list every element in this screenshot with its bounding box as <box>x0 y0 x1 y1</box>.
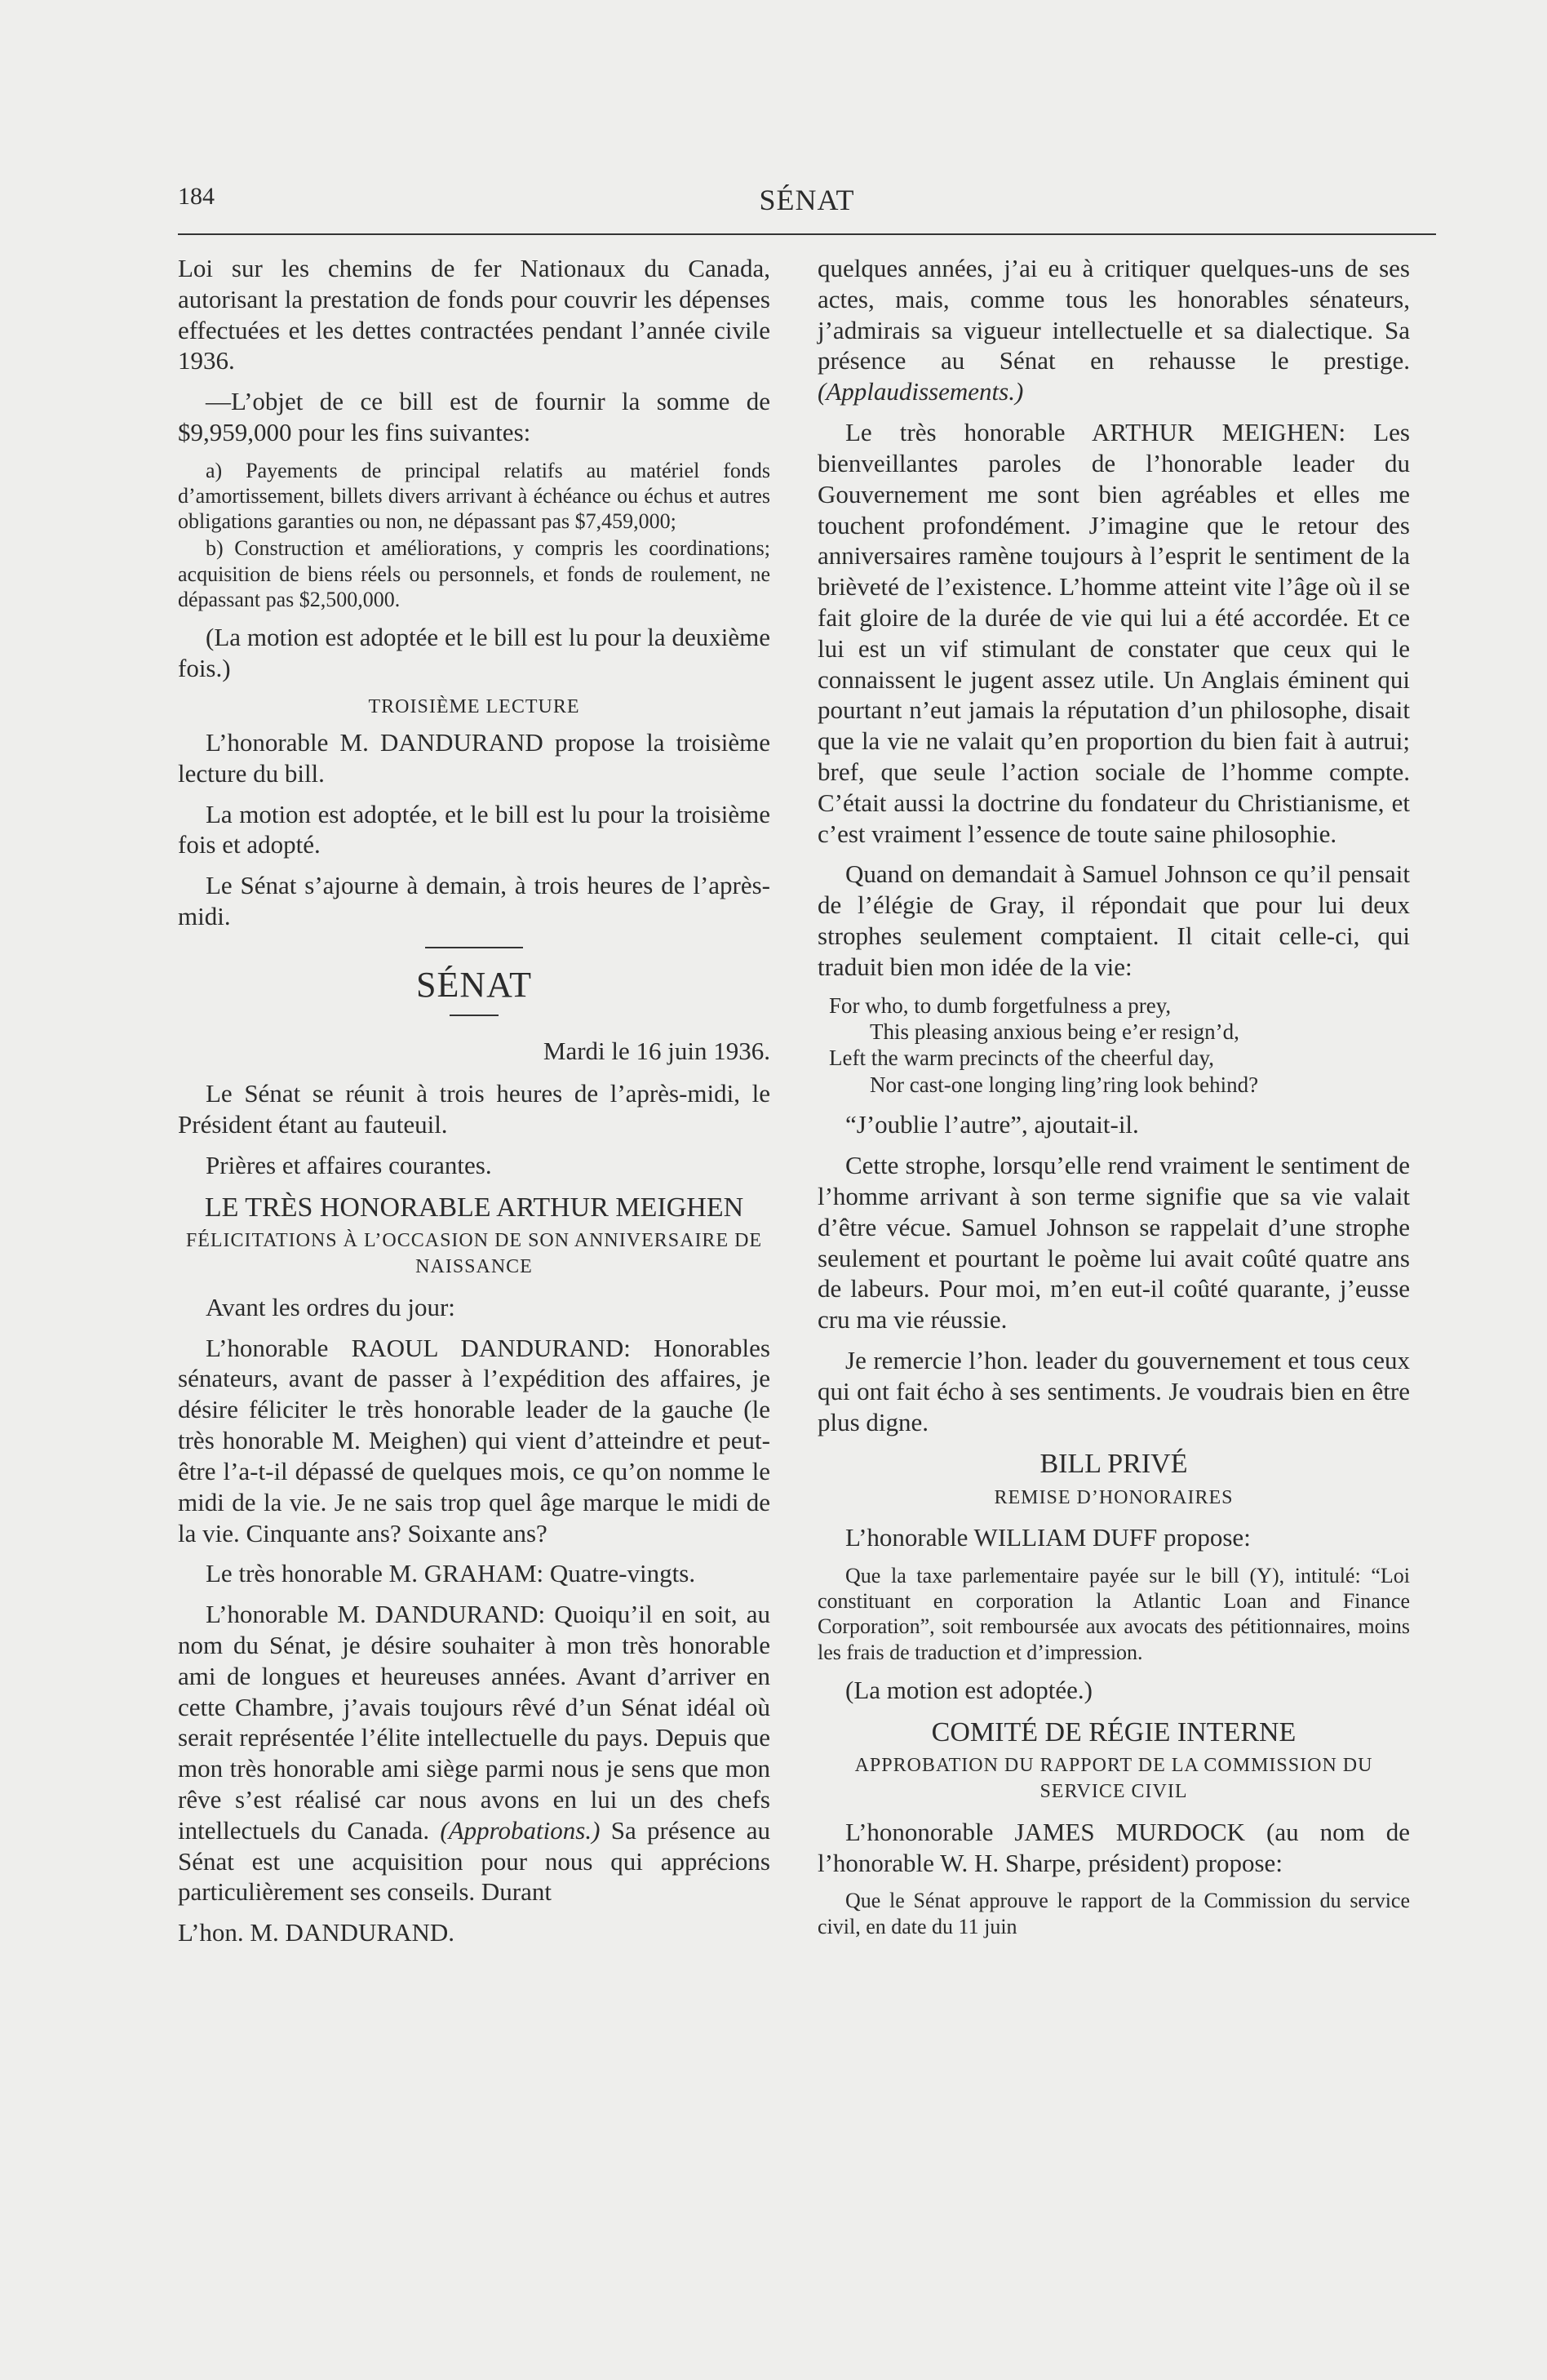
paragraph: Le très honorable ARTHUR MEIGHEN: Les bienveillantes paroles de l’honorable leader du Gouvernement me sont bien agréables et elles me touchent profondément. J’imagine que le retour des anniversaires ramène toujours à l’esprit le sentiment de la brièveté de l’existence. L’homme atteint vite l’âge où il se fait gloire de la durée de vie qui lui a été accordée. Et ce lui est un vif stimulant de constater que ceux qui le connaissent le jugent assez utile. Un Anglais éminent qui pourtant n’eut jamais la réputation d’un philosophe, disait que la vie ne valait qu’en proportion du bien fait à autrui; bref, que seule l’action sociale de l’homme compte. C’était aussi la doctrine du fondateur du Christianisme, et c’est vraiment l’essence de toute saine philosophie. <box>818 418 1410 848</box>
subheading-approbation: APPROBATION DU RAPPORT DE LA COMMISSION DU SERVICE CIVIL <box>854 1754 1373 1803</box>
paragraph: Prières et affaires courantes. <box>206 1150 492 1179</box>
paragraph: Cette strophe, lorsqu’elle rend vraiment le sentiment de l’homme arrivant à son terme signifie que sa vie valait d’être vécue. Samuel Johnson se rappelait d’une strophe seulement et pourtant le poème lui avait coûté quatre ans de labeurs. Pour moi, m’en eut-il coûté quarante, j’eusse cru ma vie réussie. <box>818 1151 1410 1334</box>
paragraph: Loi sur les chemins de fer Nationaux du Canada, autorisant la prestation de fonds pour couvrir les dépenses effectuées et les dettes contractées pendant l’année civile 1936. <box>178 254 770 375</box>
section-heading-comite: COMITÉ DE RÉGIE INTERNE <box>931 1716 1297 1747</box>
bill-clause-b: b) Construction et améliorations, y compris les coordinations; acquisition de biens réels ou personnels, et fonds de roulement, ne dépassant pas $2,500,000. <box>178 536 770 611</box>
subheading-felicitations: FÉLICITATIONS À L’OCCASION DE SON ANNIVERSAIRE DE NAISSANCE <box>185 1230 763 1278</box>
poem-line: Left the warm precincts of the cheerful day, <box>829 1046 1215 1071</box>
poem-line: Nor cast-one longing ling’ring look behind? <box>870 1072 1259 1097</box>
page-header <box>178 176 1436 235</box>
right-column <box>818 253 1410 1949</box>
paragraph: (La motion est adoptée et le bill est lu pour la deuxième fois.) <box>178 623 770 682</box>
poem-line: This pleasing anxious being e’er resign’d, <box>870 1019 1239 1045</box>
paragraph: Le très honorable M. GRAHAM: Quatre-vingts. <box>206 1559 696 1588</box>
paragraph: —L’objet de ce bill est de fournir la somme de $9,959,000 pour les fins suivantes: <box>178 387 770 447</box>
paragraph: L’hononorable JAMES MURDOCK (au nom de l’honorable W. H. Sharpe, président) propose: <box>818 1817 1410 1877</box>
paragraph-text: L’honorable M. DANDURAND: Quoiqu’il en soit, au nom du Sénat, je désire souhaiter à mon très honorable ami de longues et heureuses années. Avant d’arriver en cette Chambre, j’avais toujours rêvé d’un Sénat idéal où serait représentée l’élite intellectuelle du pays. Depuis que mon très honorable ami siège parmi nous je sens que mon rêve s’est réalisé car nous avons en lui un des chefs intellectuels du Canada. <box>178 1600 770 1845</box>
paragraph: Le Sénat se réunit à trois heures de l’après-midi, le Président étant au fauteuil. <box>178 1079 770 1139</box>
paragraph: Le Sénat s’ajourne à demain, à trois heures de l’après-midi. <box>178 871 770 930</box>
paragraph: Avant les ordres du jour: <box>206 1292 455 1321</box>
paragraph-text: Sa présence au Sénat est une acquisition pour nous qui apprécions particulièrement ses conseils. Durant <box>178 1815 770 1907</box>
poem-line: For who, to dumb forgetfulness a prey, <box>829 992 1172 1018</box>
page-number: 184 <box>178 183 215 210</box>
sitting-date: Mardi le 16 juin 1936. <box>543 1037 770 1066</box>
paragraph <box>178 1599 770 1907</box>
paragraph: Quand on demandait à Samuel Johnson ce qu’il pensait de l’élégie de Gray, il répondait que pour lui deux strophes seulement comptaient. Il citait celle-ci, qui traduit bien mon idée de la vie: <box>818 859 1410 981</box>
paragraph-text: quelques années, j’ai eu à critiquer quelques-uns de ses actes, mais, comme tous les honorables sénateurs, j’admirais sa vigueur intellectuelle et sa dialectique. Sa présence au Sénat en rehausse le prestige. <box>818 254 1410 375</box>
running-title: SÉNAT <box>759 184 855 216</box>
senat-heading: SÉNAT <box>416 964 532 1005</box>
paragraph: La motion est adoptée, et le bill est lu pour la troisième fois et adopté. <box>178 799 770 859</box>
paragraph: (La motion est adoptée.) <box>845 1675 1093 1704</box>
paragraph: L’honorable M. DANDURAND propose la troisième lecture du bill. <box>178 727 770 788</box>
bill-clause-a: a) Payements de principal relatifs au matériel fonds d’amortissement, billets divers arrivant à échéance ou échus et autres obligations garanties ou non, ne dépassant pas $7,459,000; <box>178 458 770 534</box>
section-heading-meighen: LE TRÈS HONORABLE ARTHUR MEIGHEN <box>204 1192 744 1223</box>
applause-note: (Approbations.) <box>440 1815 601 1845</box>
left-column <box>178 253 770 1958</box>
applause-note: (Applaudissements.) <box>818 377 1024 406</box>
motion-text: Que la taxe parlementaire payée sur le bill (Y), intitulé: “Loi constituant en corporation la Atlantic Loan and Finance Corporation”, soit remboursée aux avocats des pétitionnaires, moins les frais de traduction et d’impression. <box>818 1563 1410 1664</box>
subheading-remise: REMISE D’HONORAIRES <box>994 1486 1234 1508</box>
paragraph <box>818 253 1410 407</box>
page-footer: L’hon. M. DANDURAND. <box>178 1918 455 1947</box>
paragraph: “J’oublie l’autre”, ajoutait-il. <box>845 1110 1139 1139</box>
divider <box>450 1015 499 1016</box>
section-heading-bill-prive: BILL PRIVÉ <box>1039 1449 1188 1480</box>
section-heading-troisieme-lecture: TROISIÈME LECTURE <box>368 695 580 717</box>
divider <box>425 947 523 948</box>
poem-quote <box>829 992 1410 1099</box>
paragraph: Je remercie l’hon. leader du gouvernement et tous ceux qui ont fait écho à ses sentiments. Je voudrais bien en être plus digne. <box>818 1345 1410 1436</box>
paragraph: L’honorable WILLIAM DUFF propose: <box>845 1523 1251 1552</box>
paragraph: L’honorable RAOUL DANDURAND: Honorables sénateurs, avant de passer à l’expédition des affaires, je désire féliciter le très honorable leader de la gauche (le très honorable M. Meighen) qui vient d’atteindre et peut-être l’a-t-il dépassé de quelques mois, ce qu’on nomme le midi de la vie. Je ne sais trop quel âge marque le midi de la vie. Cinquante ans? Soixante ans? <box>178 1333 770 1547</box>
motion-text: Que le Sénat approuve le rapport de la Commission du service civil, en date du 11 juin <box>818 1889 1410 1938</box>
